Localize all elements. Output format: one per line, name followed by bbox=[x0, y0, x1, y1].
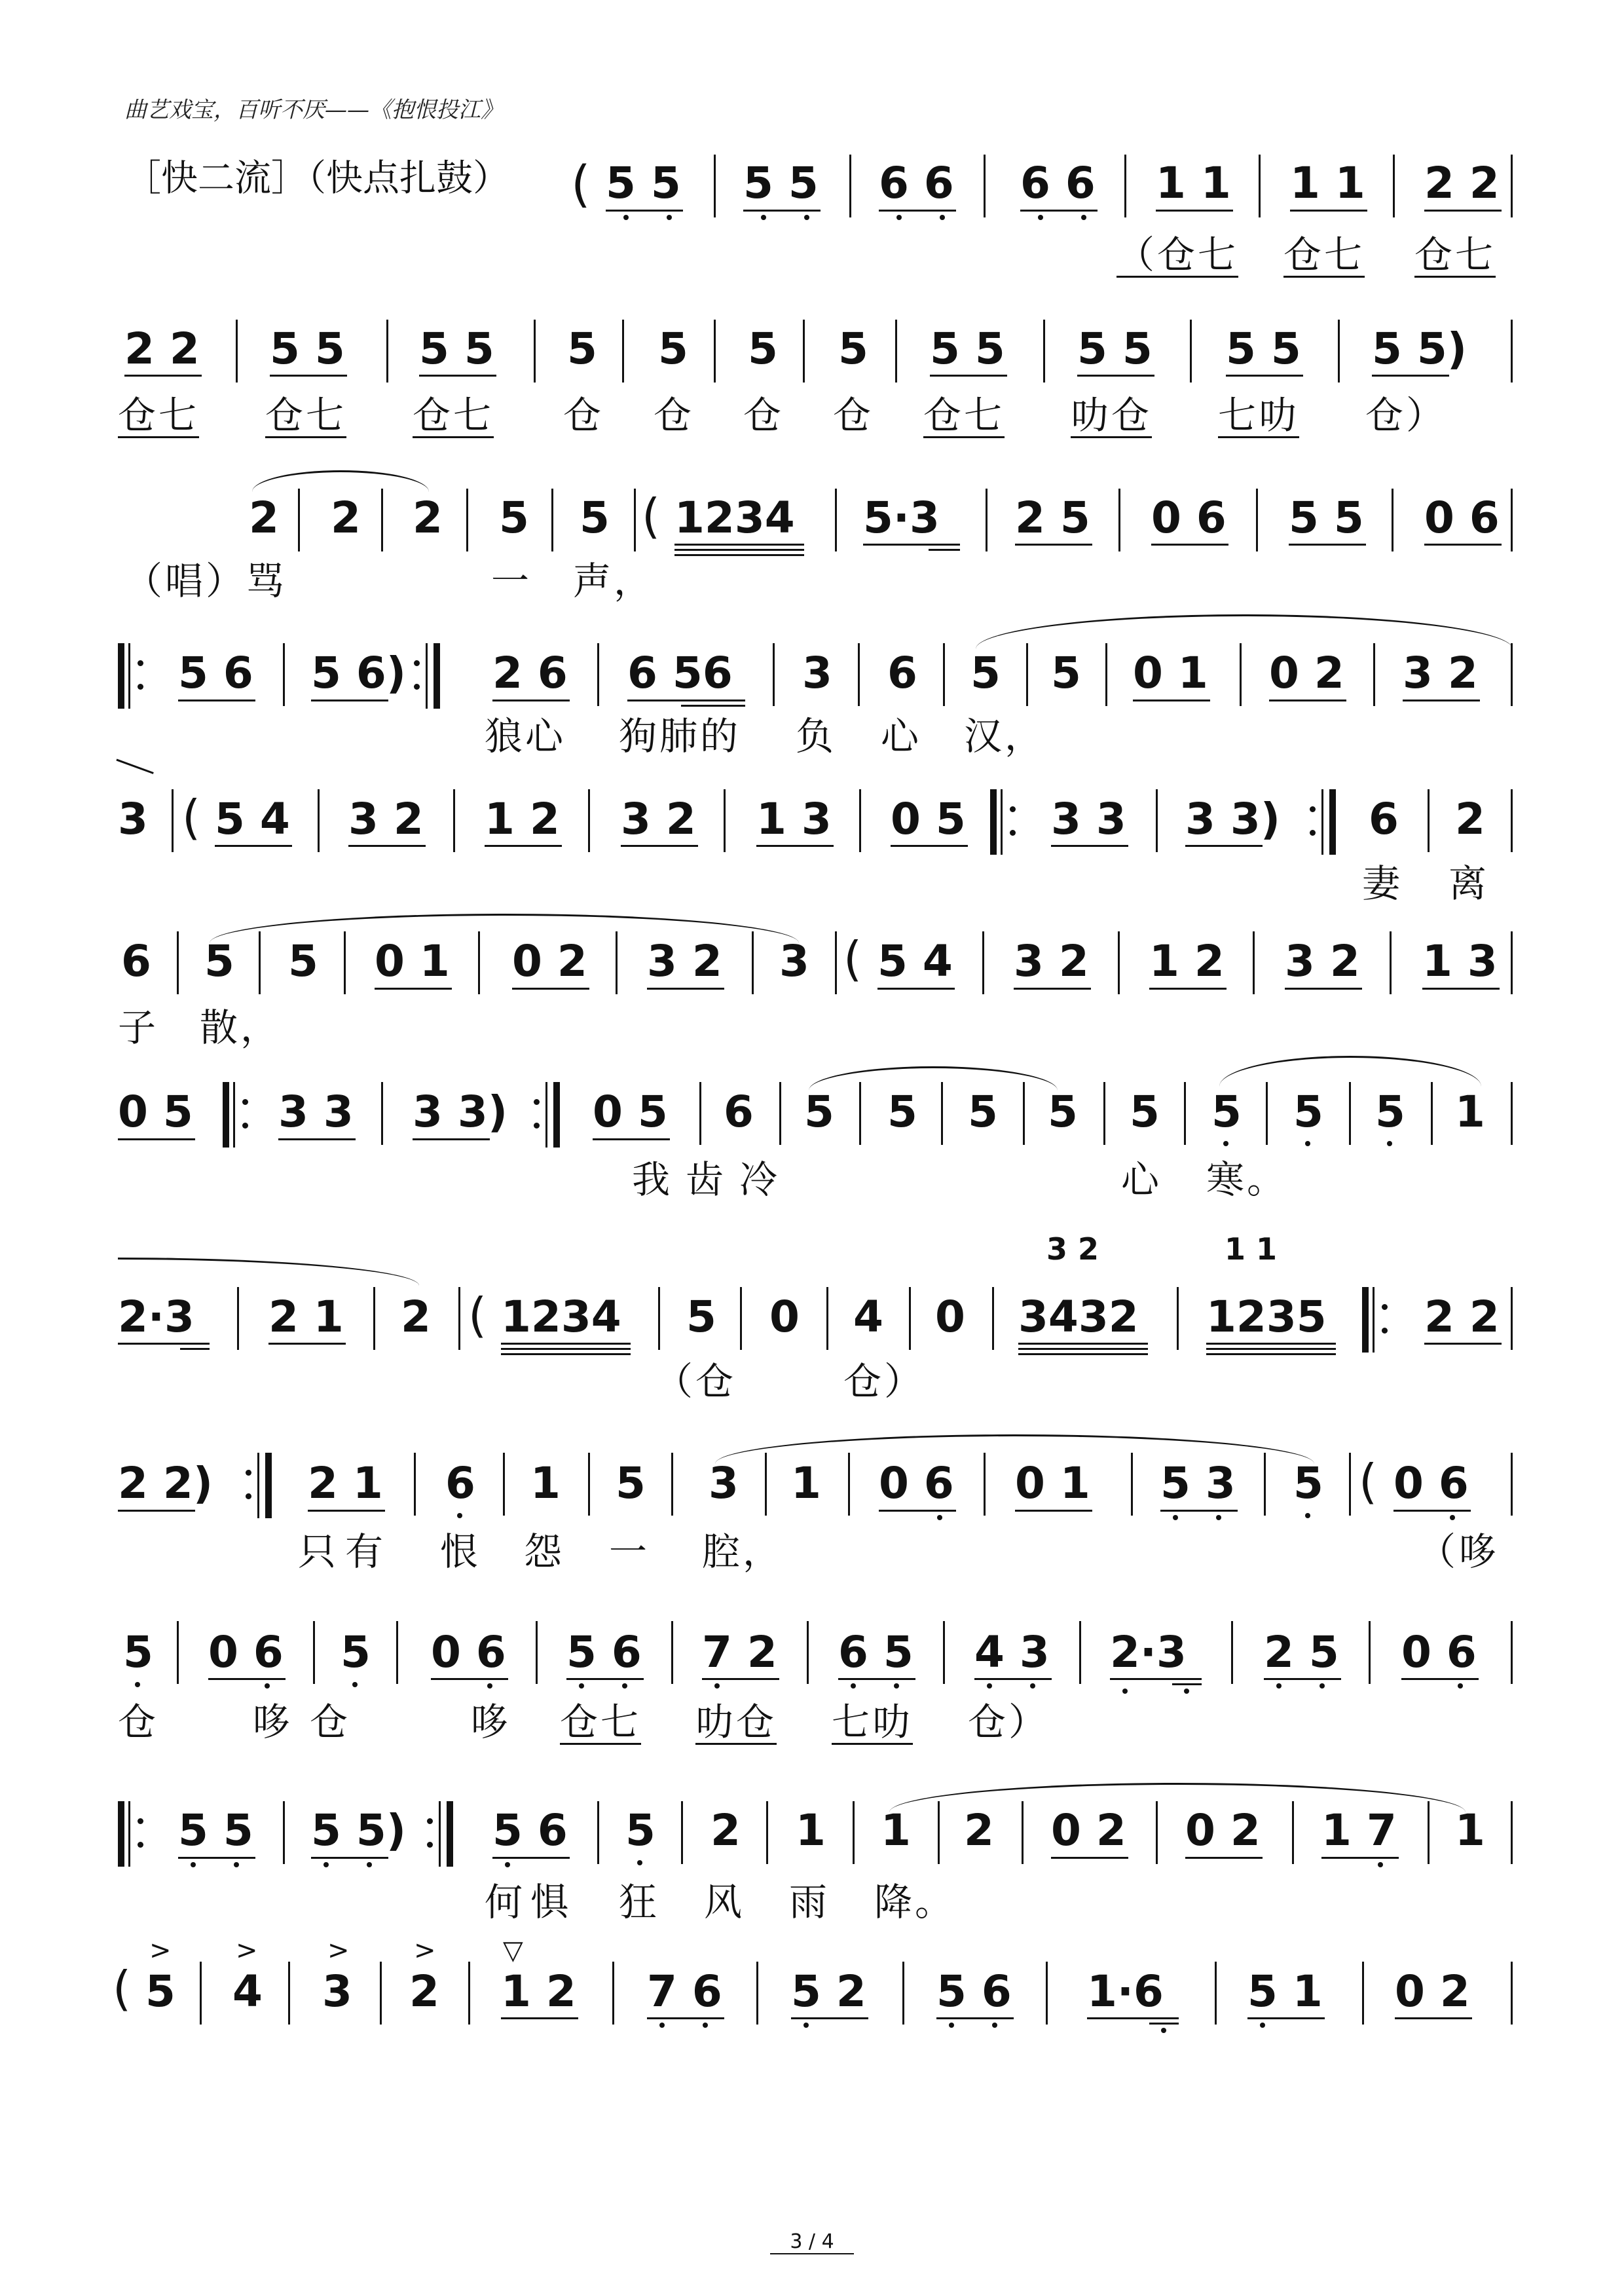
note: 5 bbox=[580, 493, 610, 543]
note-group: 1 2 bbox=[1149, 936, 1225, 986]
lyric: 声， bbox=[573, 559, 655, 603]
note: 1 bbox=[1455, 1087, 1485, 1137]
lyric: 子 bbox=[118, 1005, 159, 1050]
note: 5 bbox=[145, 1966, 175, 2017]
note-group: 5 2 bbox=[791, 1966, 866, 2017]
lyric: 雨 bbox=[789, 1880, 830, 1924]
note: 6 bbox=[724, 1087, 754, 1137]
note-group: 4 3 bbox=[974, 1627, 1050, 1677]
note-group: 0 5 bbox=[593, 1087, 668, 1137]
note-group: 0 1 bbox=[1133, 648, 1208, 698]
note-group: 0 2 bbox=[1185, 1805, 1261, 1856]
note-group: 3 3) bbox=[1185, 794, 1280, 844]
lyric: 仓） bbox=[968, 1700, 1050, 1744]
lyric: 我齿冷 bbox=[632, 1157, 794, 1202]
accent-mark: > bbox=[236, 1935, 258, 1966]
note-group: 3 3) bbox=[413, 1087, 507, 1137]
note-group: 2 1 bbox=[308, 1458, 383, 1508]
note: 1 bbox=[791, 1458, 821, 1508]
lyric: 一 bbox=[609, 1529, 650, 1574]
note-group: 3 2 bbox=[348, 794, 424, 844]
note-group: 0 6 bbox=[208, 1627, 284, 1677]
note-group: 2 1 bbox=[268, 1292, 344, 1342]
note: 2 bbox=[1455, 794, 1485, 844]
lyric: 仓七 bbox=[413, 393, 494, 438]
note-group: 0 2 bbox=[1051, 1805, 1126, 1856]
lyric: 仓） bbox=[843, 1359, 925, 1404]
lyric: 妻 bbox=[1362, 861, 1403, 906]
lyric: 七叻 bbox=[832, 1700, 913, 1744]
note-group: 3 2 bbox=[1403, 648, 1478, 698]
note-group: 5 6 bbox=[936, 1966, 1012, 2017]
lyric: 离 bbox=[1449, 861, 1490, 906]
note-group: 0 2 bbox=[512, 936, 587, 986]
note-group: 5 5 bbox=[930, 324, 1005, 374]
note: 2 bbox=[331, 493, 361, 543]
lyric: 心 bbox=[881, 714, 922, 758]
lyric: 哆仓 bbox=[252, 1700, 368, 1744]
lyric: （哆 bbox=[1418, 1529, 1500, 1574]
note-group: 5·3 bbox=[863, 493, 940, 543]
tempo-label: ［快二流］（快点扎鼓） bbox=[124, 157, 509, 200]
note-group: 0 6 bbox=[1151, 493, 1227, 543]
grace-notes: 3 2 bbox=[1046, 1231, 1099, 1267]
note: 3 bbox=[802, 648, 832, 698]
note-group: 6 6 bbox=[1020, 158, 1096, 208]
note-group: 1·6 bbox=[1087, 1966, 1164, 2017]
lyric: 仓 bbox=[654, 393, 695, 438]
note-group: 3 2 bbox=[1285, 936, 1360, 986]
lyric: 汉， bbox=[964, 714, 1046, 758]
note-group: 2 2) bbox=[118, 1458, 213, 1508]
repeat-end bbox=[427, 1801, 457, 1867]
note: 1 bbox=[881, 1805, 911, 1856]
note: 2 bbox=[710, 1805, 741, 1856]
note-group: 5 5 bbox=[1289, 493, 1364, 543]
note-group: 2 2 bbox=[124, 324, 200, 374]
lyric: 一 bbox=[491, 559, 532, 603]
note-group: 6 5 bbox=[838, 1627, 913, 1677]
note-group: 2 5 bbox=[1015, 493, 1090, 543]
repeat-start bbox=[223, 1082, 249, 1148]
note-group: 0 1 bbox=[1015, 1458, 1090, 1508]
lyric: 叻仓 bbox=[695, 1700, 777, 1744]
note-group: 5 6 bbox=[178, 648, 253, 698]
note-group: 1 3 bbox=[756, 794, 832, 844]
lyric: 仓 bbox=[833, 393, 874, 438]
note-group: 3 2 bbox=[621, 794, 696, 844]
note: 5 bbox=[658, 324, 688, 374]
lyric: 腔， bbox=[702, 1529, 784, 1574]
paren: ( bbox=[1359, 1454, 1378, 1509]
note: 6 bbox=[445, 1458, 475, 1508]
lyric: 哆 bbox=[470, 1700, 511, 1744]
note: 5 bbox=[341, 1627, 371, 1677]
lyric: （仓七 bbox=[1116, 233, 1239, 277]
note-group: 0 2 bbox=[1395, 1966, 1470, 2017]
note: 5 bbox=[838, 324, 868, 374]
note: 0 bbox=[935, 1292, 965, 1342]
note: 5 bbox=[288, 936, 318, 986]
lyric: 狗肺的 bbox=[619, 714, 741, 758]
paren: ( bbox=[113, 1961, 132, 2016]
paren: ( bbox=[843, 931, 862, 986]
note-group: 6 56 bbox=[627, 648, 733, 698]
note-group: 7 2 bbox=[702, 1627, 777, 1677]
lyric: 仓 bbox=[563, 393, 604, 438]
note-group: 3 3 bbox=[1051, 794, 1126, 844]
lyric: 恨 bbox=[440, 1529, 481, 1574]
repeat-start bbox=[1362, 1287, 1388, 1353]
repeat-start bbox=[118, 1801, 144, 1867]
note: 5 bbox=[748, 324, 778, 374]
note-group: 0 5 bbox=[891, 794, 966, 844]
note: 5 bbox=[1130, 1087, 1160, 1137]
note-group: 5 5 bbox=[606, 158, 681, 208]
note-group: 1 7 bbox=[1321, 1805, 1397, 1856]
lyric: 怨 bbox=[524, 1529, 565, 1574]
note-group: 2 2 bbox=[1424, 158, 1500, 208]
note-group: 3 2 bbox=[647, 936, 722, 986]
lyric: 散， bbox=[200, 1005, 282, 1050]
note: 5 bbox=[804, 1087, 834, 1137]
note: 2 bbox=[401, 1292, 431, 1342]
lyric: 寒。 bbox=[1206, 1157, 1288, 1202]
repeat-end bbox=[534, 1082, 564, 1148]
accent-mark: > bbox=[149, 1935, 172, 1966]
note-group: 1 1 bbox=[1156, 158, 1231, 208]
accent-mark: > bbox=[414, 1935, 436, 1966]
note-group: 3 3 bbox=[278, 1087, 354, 1137]
lyric: 仓七 bbox=[118, 393, 200, 438]
note-group: 5 3 bbox=[1160, 1458, 1236, 1508]
note-group: 2 5 bbox=[1264, 1627, 1339, 1677]
lyric: 心 bbox=[1121, 1157, 1162, 1202]
note-group: 0 6 bbox=[1401, 1627, 1477, 1677]
note-group: 5 6 bbox=[566, 1627, 642, 1677]
note: 4 bbox=[853, 1292, 883, 1342]
note: 5 bbox=[1375, 1087, 1405, 1137]
note-group: 5 1 bbox=[1247, 1966, 1323, 2017]
note: 2 bbox=[964, 1805, 994, 1856]
repeat-end bbox=[414, 643, 444, 709]
note: 5 bbox=[625, 1805, 655, 1856]
note-group: 3 2 bbox=[1014, 936, 1089, 986]
note-group: 1 1 bbox=[1290, 158, 1365, 208]
note-group: 1 2 bbox=[485, 794, 560, 844]
paren: ( bbox=[468, 1288, 487, 1343]
repeat-end bbox=[1310, 789, 1340, 855]
lyric: 仓） bbox=[1365, 393, 1447, 438]
note-group: 5 5 bbox=[270, 324, 345, 374]
note-group: 5 6) bbox=[311, 648, 406, 698]
note-group: 0 5 bbox=[118, 1087, 193, 1137]
lyric: 七叻 bbox=[1218, 393, 1300, 438]
note-group: 5 6 bbox=[492, 1805, 568, 1856]
repeat-start bbox=[118, 643, 144, 709]
note: 5 bbox=[567, 324, 597, 374]
lyric: 风 bbox=[704, 1880, 745, 1924]
note-group: ( bbox=[571, 155, 591, 213]
note: 5 bbox=[970, 648, 1001, 698]
note: 3 bbox=[779, 936, 809, 986]
note-group: 0 2 bbox=[1269, 648, 1344, 698]
note: 6 bbox=[121, 936, 151, 986]
note: 5 bbox=[499, 493, 529, 543]
lyric: 狼心 bbox=[485, 714, 566, 758]
page-header: 曲艺戏宝，百听不厌——《抱恨投江》 bbox=[124, 97, 503, 123]
lyric: 降。 bbox=[874, 1880, 956, 1924]
lyric: 负 bbox=[796, 714, 837, 758]
note: 2 bbox=[413, 493, 443, 543]
note: 3 bbox=[709, 1458, 739, 1508]
note: 3 bbox=[118, 794, 148, 844]
lyric: 仓七 bbox=[1414, 233, 1496, 277]
note: 5 bbox=[1293, 1087, 1323, 1137]
page-number: 3 / 4 bbox=[0, 2230, 1624, 2253]
note-group: 0 6 bbox=[1424, 493, 1500, 543]
note: 5 bbox=[204, 936, 234, 986]
note-group: 5 5 bbox=[1077, 324, 1153, 374]
note: 5 bbox=[1051, 648, 1081, 698]
lyric: 狂 bbox=[619, 1880, 660, 1924]
note: 5 bbox=[887, 1087, 917, 1137]
accent-mark: > bbox=[327, 1935, 350, 1966]
lyric: （唱）骂 bbox=[124, 559, 287, 603]
note: 6 bbox=[1369, 794, 1399, 844]
note-group: 3432 bbox=[1018, 1292, 1139, 1342]
note: 0 bbox=[769, 1292, 800, 1342]
note-group: 0 1 bbox=[375, 936, 450, 986]
note-group: 1 2 bbox=[501, 1966, 576, 2017]
lyric: 仓七 bbox=[560, 1700, 642, 1744]
note-group: 1 3 bbox=[1422, 936, 1498, 986]
note-group: 2·3 bbox=[1110, 1627, 1187, 1677]
paren: ( bbox=[642, 489, 661, 544]
note-group: 6 6 bbox=[879, 158, 954, 208]
note-group: 1235 bbox=[1206, 1292, 1327, 1342]
note-group: 5 5 bbox=[1226, 324, 1301, 374]
note: 5 bbox=[1048, 1087, 1078, 1137]
note: 1 bbox=[530, 1458, 561, 1508]
note: 3 bbox=[322, 1966, 352, 2017]
repeat-start bbox=[990, 789, 1016, 855]
note: 4 bbox=[232, 1966, 263, 2017]
note: 5 bbox=[968, 1087, 998, 1137]
repeat-end bbox=[246, 1453, 276, 1518]
note-group: 0 6 bbox=[879, 1458, 954, 1508]
lyric: 仓 bbox=[743, 393, 784, 438]
lyric: 仓 bbox=[118, 1700, 159, 1744]
note-group: 2 6 bbox=[492, 648, 568, 698]
note: 1 bbox=[1455, 1805, 1485, 1856]
lyric: （仓 bbox=[655, 1359, 737, 1404]
lyric: 叻仓 bbox=[1071, 393, 1153, 438]
lyric: 仓七 bbox=[265, 393, 347, 438]
note: 2 bbox=[409, 1966, 439, 2017]
note-group: 5 5 bbox=[178, 1805, 253, 1856]
note: 5 bbox=[686, 1292, 716, 1342]
lyric: 仓七 bbox=[923, 393, 1005, 438]
accent-mark: ▽ bbox=[503, 1935, 523, 1966]
note: 5 bbox=[1293, 1458, 1323, 1508]
note: 5 bbox=[123, 1627, 153, 1677]
note-group: 5 5) bbox=[1372, 324, 1467, 374]
note-group: 1234 bbox=[674, 493, 795, 543]
note: 1 bbox=[796, 1805, 826, 1856]
note-group: 2 2 bbox=[1424, 1292, 1500, 1342]
note: 5 bbox=[1211, 1087, 1242, 1137]
paren: ( bbox=[182, 790, 201, 845]
note-group: 5 5 bbox=[419, 324, 494, 374]
note: 2 bbox=[249, 493, 279, 543]
lyric: 何惧 bbox=[485, 1880, 577, 1924]
note-group: 0 6 bbox=[431, 1627, 506, 1677]
note-group: 0 6 bbox=[1393, 1458, 1469, 1508]
note-group: 7 6 bbox=[647, 1966, 722, 2017]
note-group: 5 4 bbox=[877, 936, 953, 986]
lyric: 只有 bbox=[298, 1529, 393, 1574]
note-group: 2·3 bbox=[118, 1292, 194, 1342]
note-group: 5 5) bbox=[311, 1805, 406, 1856]
note-group: 5 5 bbox=[743, 158, 819, 208]
note: 5 bbox=[616, 1458, 646, 1508]
note: 6 bbox=[887, 648, 917, 698]
grace-notes: 1 1 bbox=[1225, 1231, 1278, 1267]
lyric: 仓七 bbox=[1283, 233, 1365, 277]
note-group: 5 4 bbox=[215, 794, 290, 844]
note-group: 1234 bbox=[501, 1292, 621, 1342]
